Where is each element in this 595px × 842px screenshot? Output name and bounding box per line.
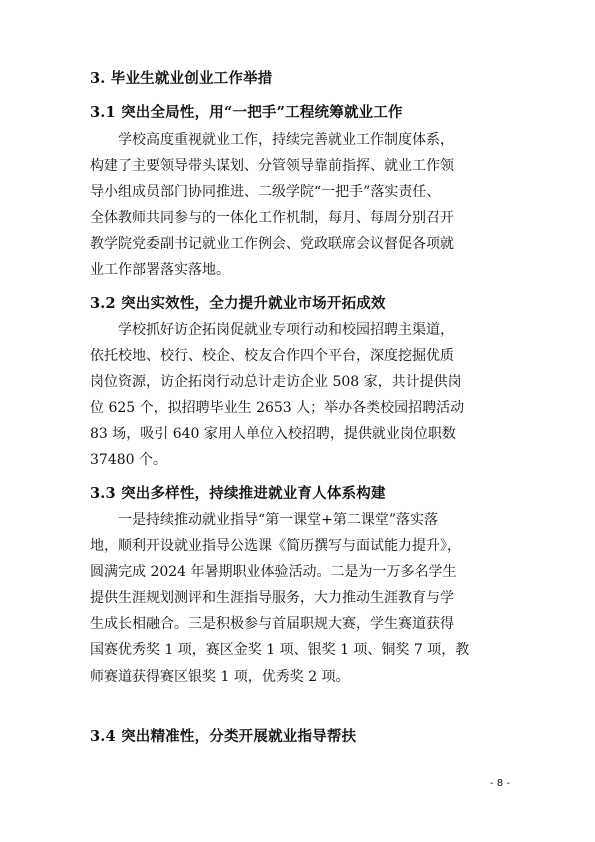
paragraph-3-1	[90, 127, 505, 284]
paragraph-3-2	[90, 317, 505, 474]
section-title: 3. 毕业生就业创业工作举措	[90, 70, 273, 87]
paragraph-line: 生成长相融合。三是积极参与首届职规大赛，学生赛道获得	[90, 616, 454, 633]
paragraph-line: 师赛道获得赛区银奖 1 项，优秀奖 2 项。	[90, 668, 350, 685]
paragraph-line: 导小组成员部门协同推进、二级学院“一把手”落实责任、	[90, 184, 441, 201]
paragraph-line: 依托校地、校行、校企、校友合作四个平台，深度挖掘优质	[90, 348, 454, 365]
paragraph-3-3	[90, 507, 505, 690]
paragraph-line: 全体教师共同参与的一体化工作机制，每月、每周分别召开	[90, 210, 454, 227]
paragraph-line: 业工作部署落实落地。	[90, 262, 230, 279]
paragraph-line: 学校高度重视就业工作，持续完善就业工作制度体系，	[118, 132, 454, 148]
paragraph-line: 构建了主要领导带头谋划、分管领导靠前指挥、就业工作领	[90, 158, 454, 175]
paragraph-line: 教学院党委副书记就业工作例会、党政联席会议督促各项就	[90, 236, 454, 253]
paragraph-line: 地，顺利开设就业指导公选课《简历撰写与面试能力提升》，	[90, 538, 461, 555]
paragraph-line: 岗位资源，访企拓岗行动总计走访企业 508 家，共计提供岗	[90, 374, 462, 391]
paragraph-line: 提供生涯规划测评和生涯指导服务，大力推动生涯教育与学	[90, 590, 454, 607]
paragraph-line: 国赛优秀奖 1 项，赛区金奖 1 项、银奖 1 项、铜奖 7 项，教	[90, 642, 470, 659]
subsection-heading-3-3: 3.3 突出多样性，持续推进就业育人体系构建	[90, 485, 386, 502]
paragraph-line: 位 625 个，拟招聘毕业生 2653 人；举办各类校园招聘活动	[90, 400, 465, 417]
paragraph-line: 一是持续推动就业指导“第一课堂+第二课堂”落实落	[118, 512, 439, 528]
subsection-heading-3-1: 3.1 突出全局性，用“一把手”工程统筹就业工作	[90, 104, 403, 121]
subsection-heading-3-2: 3.2 突出实效性，全力提升就业市场开拓成效	[90, 295, 386, 312]
page-number: - 8 -	[490, 778, 510, 789]
paragraph-line: 83 场，吸引 640 家用人单位入校招聘，提供就业岗位职数	[90, 426, 456, 443]
subsection-heading-3-4: 3.4 突出精准性，分类开展就业指导帮扶	[90, 728, 357, 745]
paragraph-line: 圆满完成 2024 年暑期职业体验活动。二是为一万多名学生	[90, 564, 457, 581]
paragraph-line: 37480 个。	[90, 452, 167, 469]
paragraph-line: 学校抓好访企拓岗促就业专项行动和校园招聘主渠道，	[118, 322, 454, 338]
